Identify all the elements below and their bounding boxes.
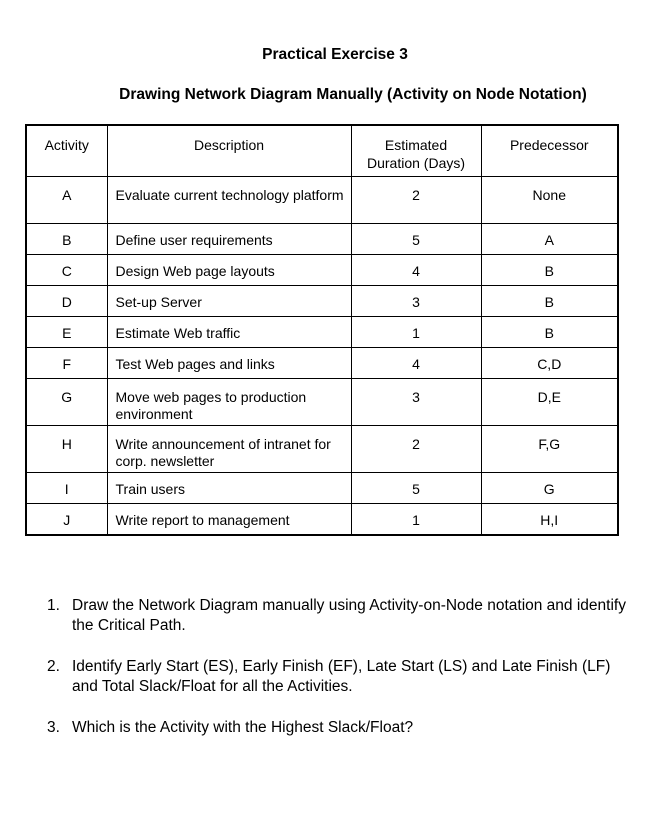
cell-duration: 1 [351,316,481,347]
question-text: Draw the Network Diagram manually using Activity-on-Node notation and identify the Critical Path. [72,597,626,634]
cell-predecessor: D,E [481,378,617,425]
table-row [27,472,617,503]
question-number: 3. [47,719,60,736]
cell-activity: A [27,176,107,223]
cell-duration: 2 [351,176,481,223]
cell-description: Train users [107,472,351,503]
cell-predecessor: A [481,223,617,254]
cell-activity: C [27,254,107,285]
cell-description: Evaluate current technology platform [107,176,351,223]
question-item [47,718,627,738]
header-predecessor: Predecessor [481,126,617,176]
cell-description: Design Web page layouts [107,254,351,285]
table-row [27,316,617,347]
cell-description: Set-up Server [107,285,351,316]
cell-predecessor: B [481,254,617,285]
header-duration-line1: Estimated [384,137,448,153]
page-title: Practical Exercise 3 [262,46,408,63]
cell-predecessor: B [481,316,617,347]
header-duration-line2: Duration (Days) [366,155,466,171]
cell-description: Write announcement of intranet for corp. newsletter [107,425,351,472]
table-row [27,378,617,425]
question-item [47,657,627,697]
cell-duration: 4 [351,347,481,378]
cell-activity: E [27,316,107,347]
cell-activity: H [27,425,107,472]
header-duration [351,126,481,176]
cell-activity: D [27,285,107,316]
question-text: Which is the Activity with the Highest Slack/Float? [72,719,414,736]
cell-duration: 3 [351,285,481,316]
activity-table [25,124,619,536]
cell-duration: 1 [351,503,481,534]
cell-predecessor: C,D [481,347,617,378]
cell-predecessor: F,G [481,425,617,472]
cell-predecessor: H,I [481,503,617,534]
cell-predecessor: None [481,176,617,223]
cell-activity: J [27,503,107,534]
table-header-row [27,126,617,176]
cell-duration: 3 [351,378,481,425]
question-list [47,596,627,759]
question-number: 1. [47,597,60,614]
cell-description: Estimate Web traffic [107,316,351,347]
cell-description: Test Web pages and links [107,347,351,378]
cell-activity: G [27,378,107,425]
cell-description: Write report to management [107,503,351,534]
table-row [27,425,617,472]
cell-duration: 5 [351,472,481,503]
cell-predecessor: G [481,472,617,503]
cell-activity: B [27,223,107,254]
cell-description: Define user requirements [107,223,351,254]
table-row [27,223,617,254]
cell-duration: 2 [351,425,481,472]
cell-duration: 4 [351,254,481,285]
activity-table-grid [27,126,617,534]
cell-predecessor: B [481,285,617,316]
table-row [27,176,617,223]
cell-duration: 5 [351,223,481,254]
table-row [27,347,617,378]
question-number: 2. [47,658,60,675]
page-subtitle: Drawing Network Diagram Manually (Activity on Node Notation) [119,86,587,103]
cell-activity: F [27,347,107,378]
table-row [27,254,617,285]
question-item [47,596,627,636]
cell-activity: I [27,472,107,503]
question-text: Identify Early Start (ES), Early Finish (EF), Late Start (LS) and Late Finish (LF) and Total Slack/Float for all the Activities. [72,658,611,695]
header-activity: Activity [27,126,107,176]
cell-description: Move web pages to production environment [107,378,351,425]
header-description: Description [107,126,351,176]
table-row [27,503,617,534]
table-row [27,285,617,316]
